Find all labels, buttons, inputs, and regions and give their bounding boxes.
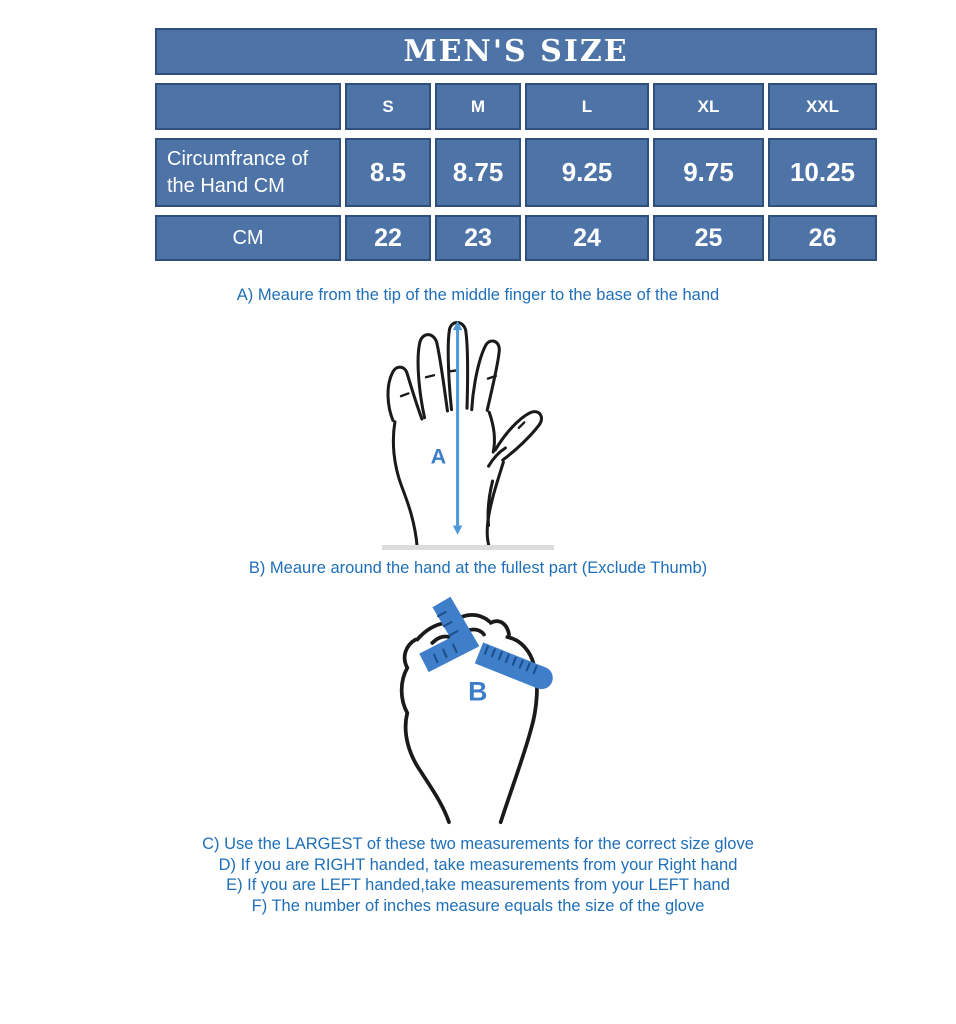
size-header-m: M (435, 83, 521, 130)
image-edge-artifact (382, 545, 554, 550)
instructions-footer (0, 834, 956, 916)
size-header-s: S (345, 83, 431, 130)
arrowhead-down-icon (453, 525, 462, 534)
cm-value-m: 23 (435, 215, 521, 261)
cm-value-l: 24 (525, 215, 649, 261)
instruction-c: C) Use the LARGEST of these two measurements for the correct size glove (202, 835, 754, 853)
row-label-cm: CM (155, 215, 341, 261)
corner-blank-cell (155, 83, 341, 130)
size-header-xxl: XXL (768, 83, 877, 130)
measuring-tape-end (530, 667, 553, 690)
instruction-e: E) If you are LEFT handed,take measurements from your LEFT hand (226, 876, 730, 895)
circumference-value-m: 8.75 (435, 138, 521, 207)
size-header-xl: XL (653, 83, 764, 130)
hand-circumference-label: B (468, 676, 488, 707)
palm-right-edge (489, 412, 494, 452)
open-hand-icon (386, 318, 548, 547)
instruction-d: D) If you are RIGHT handed, take measurements from your Right hand (218, 855, 738, 874)
thumb-knuckle-dash (519, 422, 524, 427)
circumference-value-xxl: 10.25 (768, 138, 877, 207)
mens-size-table (155, 28, 877, 261)
cm-value-xxl: 26 (768, 215, 877, 261)
cm-value-xl: 25 (653, 215, 764, 261)
thumb-outline (495, 412, 541, 460)
hand-length-label: A (430, 443, 447, 469)
row-label-circumference: Circumfrance of the Hand CM (155, 138, 341, 207)
instruction-b: B) Meaure around the hand at the fullest part (Exclude Thumb) (248, 559, 708, 577)
size-header-l: L (525, 83, 649, 130)
cm-value-s: 22 (345, 215, 431, 261)
fist-left-edge (402, 640, 449, 823)
pinky-knuckle-dash (401, 393, 408, 396)
hand-circumference-illustration (398, 592, 565, 828)
knuckle-arc-right (491, 621, 509, 634)
ring-knuckle-dash (426, 375, 434, 377)
palm-left-edge (393, 422, 417, 547)
middle-knuckle-dash (451, 371, 456, 372)
circumference-value-l: 9.25 (525, 138, 649, 207)
table-title: MEN'S SIZE (155, 28, 877, 75)
instruction-a: A) Meaure from the tip of the middle finger to the base of the hand (236, 286, 720, 304)
hand-length-illustration (386, 318, 548, 547)
fist-icon (398, 592, 565, 828)
circumference-value-s: 8.5 (345, 138, 431, 207)
circumference-value-xl: 9.75 (653, 138, 764, 207)
instruction-f: F) The number of inches measure equals the size of the glove (251, 896, 705, 915)
